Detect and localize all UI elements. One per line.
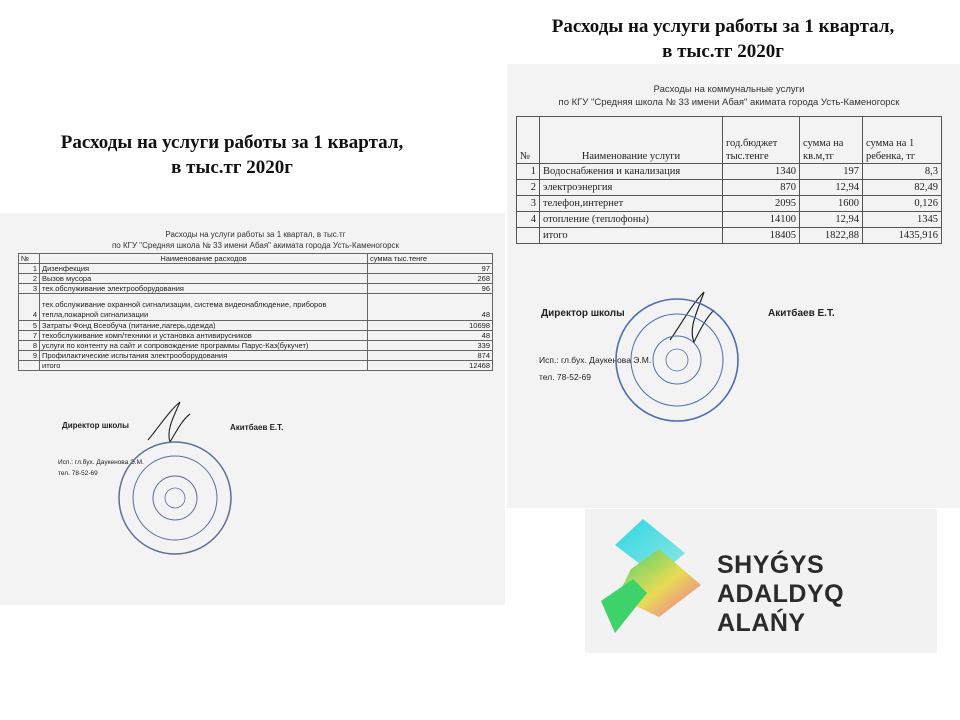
row-number: 2 (19, 274, 40, 284)
row-name: Затраты Фонд Всеобуча (питание,лагерь,одежда) (40, 321, 368, 331)
row-per-sqm: 197 (800, 164, 863, 180)
row-budget: 2095 (723, 196, 800, 212)
right-doc-title-line1: Расходы на коммунальные услуги (653, 84, 805, 95)
row-per-sqm: 12,94 (800, 180, 863, 196)
left-doc-title (18, 229, 493, 251)
table-header-row (19, 254, 493, 264)
column-header-per-sqm: сумма на кв.м,тг (800, 117, 863, 164)
table-row (517, 164, 942, 180)
row-sum: 48 (368, 331, 493, 341)
table-row (19, 321, 493, 331)
table-row (19, 264, 493, 274)
left-doc-title-line2: по КГУ "Средняя школа № 33 имени Абая" акимата города Усть-Каменогорск (111, 241, 400, 250)
total-label: итого (540, 228, 723, 244)
right-doc-title (516, 83, 942, 109)
row-per-child: 82,49 (863, 180, 942, 196)
right-director-label: Директор школы (541, 308, 625, 319)
left-doc-title-line1: Расходы на услуги работы за 1 квартал, в тыс.тг (165, 230, 346, 239)
row-sum: 10698 (368, 321, 493, 331)
table-row (19, 274, 493, 284)
table-total-row (517, 228, 942, 244)
column-header-number: № (19, 254, 40, 264)
row-number: 1 (19, 264, 40, 274)
row-number: 7 (19, 331, 40, 341)
row-name: услуги по контенту на сайт и сопровождение программы Парус-Каз(букучет) (40, 341, 368, 351)
row-budget: 14100 (723, 212, 800, 228)
logo-text-line2: ADALDYQ ALAŃY (717, 580, 845, 637)
row-name: Вызов мусора (40, 274, 368, 284)
left-phone: тел. 78-52-69 (58, 470, 98, 477)
row-number: 3 (19, 284, 40, 294)
row-per-child: 8,3 (863, 164, 942, 180)
column-header-per-child: сумма на 1 ребенка, тг (863, 117, 942, 164)
table-row (19, 294, 493, 321)
row-sum: 97 (368, 264, 493, 274)
logo-panel (585, 509, 937, 653)
table-row (19, 351, 493, 361)
row-number: 4 (517, 212, 540, 228)
column-header-name: Наименование услуги (540, 117, 723, 164)
row-name: телефон,интернет (540, 196, 723, 212)
row-name: тех.обслуживание охранной сигнализации, система видеонаблюдение, приборов тепла,пожарной сигнализации (40, 294, 368, 321)
row-name: электроэнергия (540, 180, 723, 196)
table-header-row (517, 117, 942, 164)
row-name: Дизенфекция (40, 264, 368, 274)
table-row (19, 341, 493, 351)
right-doc-title-line2: по КГУ "Средняя школа № 33 имени Абая" акимата города Усть-Каменогорск (558, 97, 900, 108)
right-phone: тел. 78-52-69 (539, 372, 591, 382)
total-per-child: 1435,916 (863, 228, 942, 244)
total-per-sqm: 1822,88 (800, 228, 863, 244)
table-row (517, 196, 942, 212)
table-row (19, 284, 493, 294)
shygys-logo-icon (597, 513, 707, 643)
row-per-sqm: 1600 (800, 196, 863, 212)
row-sum: 48 (368, 294, 493, 321)
row-name: тех.обслуживание электрооборудования (40, 284, 368, 294)
heading-left-line1: Расходы на услуги работы за 1 квартал, (60, 132, 404, 153)
column-header-budget: год.бюджет тыс.тенге (723, 117, 800, 164)
table-total-row (19, 361, 493, 371)
heading-right (488, 14, 958, 64)
logo-text (717, 551, 937, 638)
table-row (517, 212, 942, 228)
row-sum: 268 (368, 274, 493, 284)
table-row (517, 180, 942, 196)
left-director-name: Акитбаев Е.Т. (230, 423, 284, 432)
total-sum: 12468 (368, 361, 493, 371)
left-expenses-table (18, 253, 493, 371)
row-number: 1 (517, 164, 540, 180)
right-accountant: Исп.: гл.бух. Даукенова Э.М. (539, 355, 652, 365)
row-number: 8 (19, 341, 40, 351)
column-header-number: № (517, 117, 540, 164)
row-name: отопление (теплофоны) (540, 212, 723, 228)
row-number: 3 (517, 196, 540, 212)
row-number: 2 (517, 180, 540, 196)
left-official-seal-icon (115, 438, 235, 558)
column-header-sum: сумма тыс.тенге (368, 254, 493, 264)
row-sum: 96 (368, 284, 493, 294)
row-sum: 874 (368, 351, 493, 361)
row-name: Профилактические испытания электрооборудования (40, 351, 368, 361)
column-header-name: Наименование расходов (40, 254, 368, 264)
row-number: 5 (19, 321, 40, 331)
heading-right-line1: Расходы на услуги работы за 1 квартал, (551, 16, 895, 37)
logo-text-line1: SHYǴYS (717, 551, 825, 579)
row-per-sqm: 12,94 (800, 212, 863, 228)
row-number: 9 (19, 351, 40, 361)
row-budget: 870 (723, 180, 800, 196)
row-per-child: 0,126 (863, 196, 942, 212)
total-budget: 18405 (723, 228, 800, 244)
left-accountant: Исп.: гл.бух. Даукенова Э.М. (58, 459, 144, 466)
row-sum: 339 (368, 341, 493, 351)
right-director-name: Акитбаев Е.Т. (768, 308, 835, 319)
heading-right-line2: в тыс.тг 2020г (662, 41, 784, 62)
right-official-seal-icon (612, 295, 742, 425)
heading-left-line2: в тыс.тг 2020г (171, 157, 293, 178)
right-utilities-table (516, 116, 942, 244)
left-director-label: Директор школы (62, 421, 129, 430)
row-number: 4 (19, 294, 40, 321)
row-name: Водоснабжения и канализация (540, 164, 723, 180)
row-name: техобслуживание комп/техники и установка антивирусников (40, 331, 368, 341)
total-label: итого (40, 361, 368, 371)
row-per-child: 1345 (863, 212, 942, 228)
row-budget: 1340 (723, 164, 800, 180)
table-row (19, 331, 493, 341)
heading-left (8, 130, 456, 180)
